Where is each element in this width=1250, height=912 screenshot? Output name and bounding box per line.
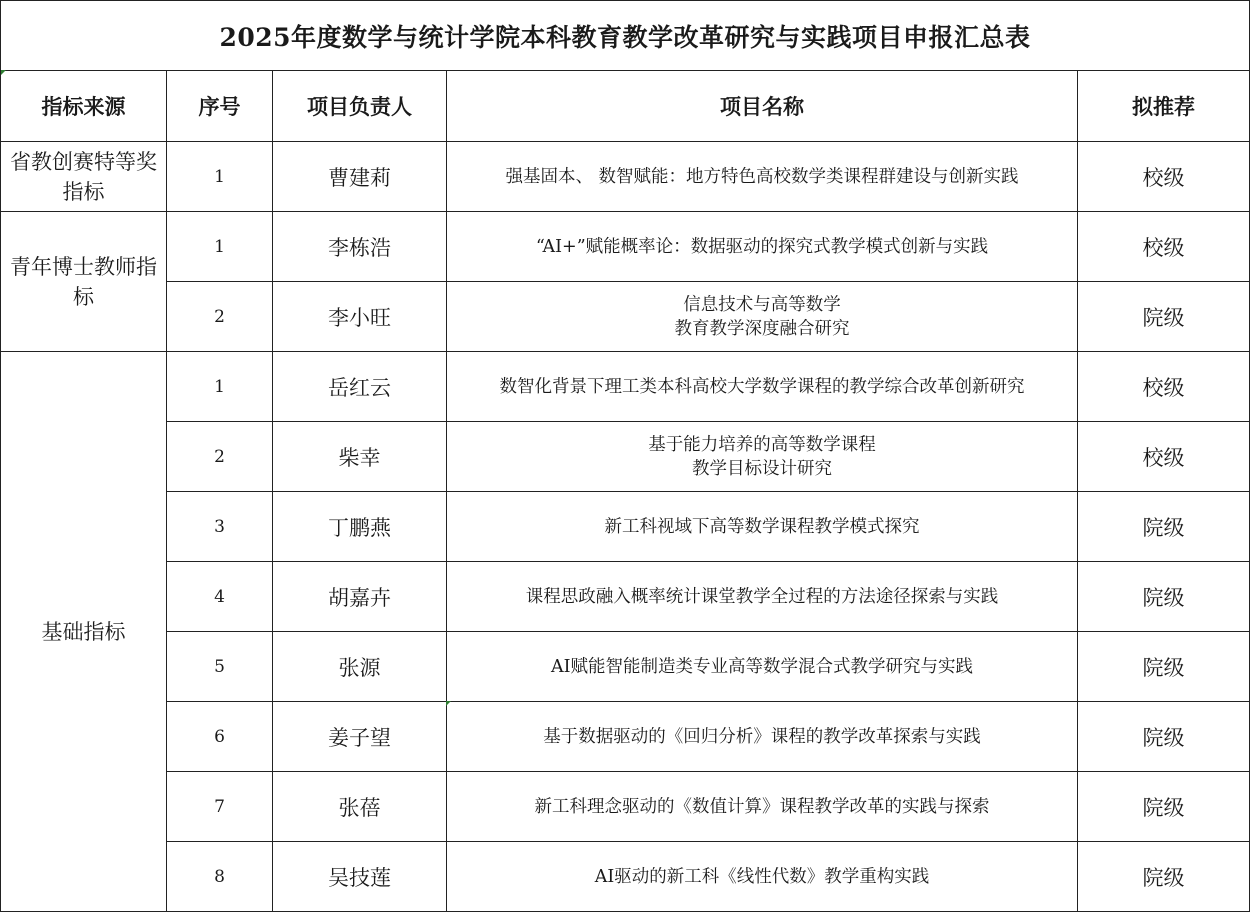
- table-row: [1, 772, 1250, 842]
- leader-cell[interactable]: 张源: [273, 632, 447, 702]
- recommend-cell[interactable]: 院级: [1078, 842, 1250, 912]
- recommend-cell[interactable]: 院级: [1078, 632, 1250, 702]
- leader-cell[interactable]: 曹建莉: [273, 142, 447, 212]
- recommend-cell[interactable]: 院级: [1078, 562, 1250, 632]
- table-row: [1, 212, 1250, 282]
- project-name-cell[interactable]: 信息技术与高等数学 教育教学深度融合研究: [447, 282, 1078, 352]
- project-name-cell[interactable]: 强基固本、 数智赋能：地方特色高校数学类课程群建设与创新实践: [447, 142, 1078, 212]
- leader-cell[interactable]: 张蓓: [273, 772, 447, 842]
- page-title[interactable]: 2025年度数学与统计学院本科教育教学改革研究与实践项目申报汇总表: [1, 1, 1250, 71]
- seq-cell[interactable]: 1: [167, 212, 273, 282]
- group-source-cell[interactable]: 省教创赛特等奖指标: [1, 142, 167, 212]
- table-row: [1, 632, 1250, 702]
- leader-cell[interactable]: 丁鹏燕: [273, 492, 447, 562]
- group-source-cell[interactable]: 基础指标: [1, 352, 167, 912]
- seq-cell[interactable]: 2: [167, 282, 273, 352]
- seq-cell[interactable]: 8: [167, 842, 273, 912]
- recommend-cell[interactable]: 院级: [1078, 492, 1250, 562]
- cell-comment-marker: [1, 70, 6, 75]
- table-row: [1, 282, 1250, 352]
- leader-cell[interactable]: 胡嘉卉: [273, 562, 447, 632]
- recommend-cell[interactable]: 院级: [1078, 282, 1250, 352]
- recommend-cell[interactable]: 校级: [1078, 142, 1250, 212]
- header-row: [1, 71, 1250, 142]
- cell-comment-marker: [446, 701, 451, 706]
- table-row: [1, 842, 1250, 912]
- project-name-cell[interactable]: 基于能力培养的高等数学课程 教学目标设计研究: [447, 422, 1078, 492]
- seq-cell[interactable]: 3: [167, 492, 273, 562]
- table-row: [1, 352, 1250, 422]
- leader-cell[interactable]: 李栋浩: [273, 212, 447, 282]
- recommend-cell[interactable]: 校级: [1078, 422, 1250, 492]
- table-row: [1, 422, 1250, 492]
- recommend-cell[interactable]: 院级: [1078, 702, 1250, 772]
- header-project-name[interactable]: 项目名称: [447, 71, 1078, 142]
- header-source[interactable]: 指标来源: [1, 71, 167, 142]
- leader-cell[interactable]: 姜子望: [273, 702, 447, 772]
- seq-cell[interactable]: 4: [167, 562, 273, 632]
- project-name-cell[interactable]: 数智化背景下理工类本科高校大学数学课程的教学综合改革创新研究: [447, 352, 1078, 422]
- project-name-cell[interactable]: 课程思政融入概率统计课堂教学全过程的方法途径探索与实践: [447, 562, 1078, 632]
- project-name-cell[interactable]: AI赋能智能制造类专业高等数学混合式教学研究与实践: [447, 632, 1078, 702]
- group-source-cell[interactable]: 青年博士教师指标: [1, 212, 167, 352]
- header-leader[interactable]: 项目负责人: [273, 71, 447, 142]
- project-name-cell[interactable]: AI驱动的新工科《线性代数》教学重构实践: [447, 842, 1078, 912]
- seq-cell[interactable]: 1: [167, 142, 273, 212]
- project-name-cell[interactable]: 新工科视域下高等数学课程教学模式探究: [447, 492, 1078, 562]
- table-row: [1, 562, 1250, 632]
- project-name-cell[interactable]: 基于数据驱动的《回归分析》课程的教学改革探索与实践: [447, 702, 1078, 772]
- header-seq[interactable]: 序号: [167, 71, 273, 142]
- recommend-cell[interactable]: 校级: [1078, 352, 1250, 422]
- project-name-cell[interactable]: 新工科理念驱动的《数值计算》课程教学改革的实践与探索: [447, 772, 1078, 842]
- title-row: [1, 1, 1250, 71]
- table-row: [1, 702, 1250, 772]
- seq-cell[interactable]: 1: [167, 352, 273, 422]
- leader-cell[interactable]: 吴技莲: [273, 842, 447, 912]
- recommend-cell[interactable]: 院级: [1078, 772, 1250, 842]
- leader-cell[interactable]: 岳红云: [273, 352, 447, 422]
- leader-cell[interactable]: 李小旺: [273, 282, 447, 352]
- project-name-cell[interactable]: “AI+”赋能概率论：数据驱动的探究式教学模式创新与实践: [447, 212, 1078, 282]
- seq-cell[interactable]: 6: [167, 702, 273, 772]
- seq-cell[interactable]: 5: [167, 632, 273, 702]
- seq-cell[interactable]: 2: [167, 422, 273, 492]
- table-row: [1, 142, 1250, 212]
- seq-cell[interactable]: 7: [167, 772, 273, 842]
- leader-cell[interactable]: 柴幸: [273, 422, 447, 492]
- recommend-cell[interactable]: 校级: [1078, 212, 1250, 282]
- header-recommend[interactable]: 拟推荐: [1078, 71, 1250, 142]
- table-row: [1, 492, 1250, 562]
